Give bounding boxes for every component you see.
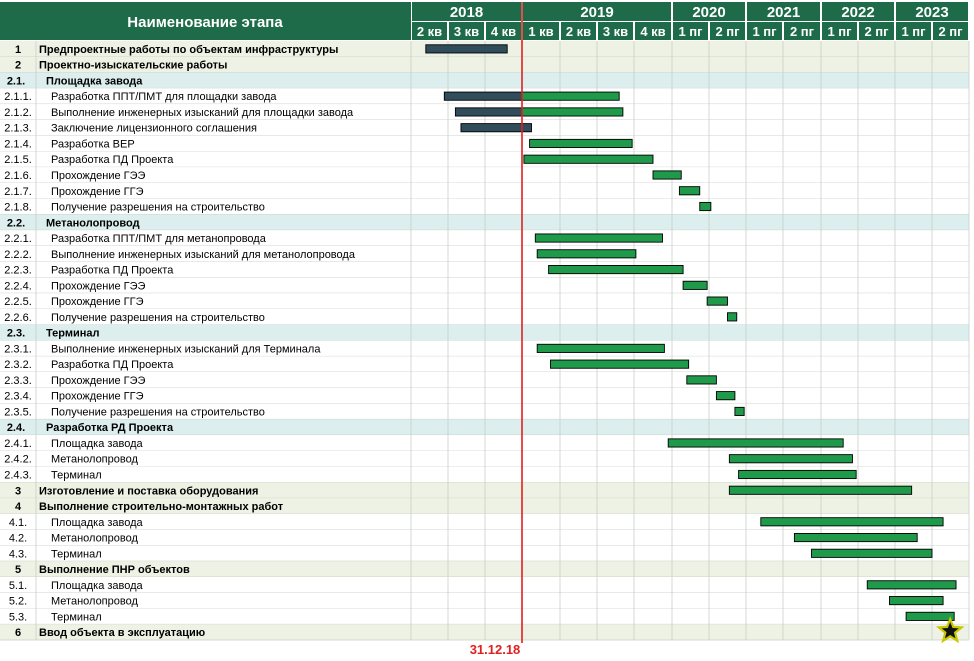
row-number: 2.4.3. xyxy=(4,469,32,482)
bar-planned xyxy=(812,549,933,557)
bar-planned xyxy=(906,612,954,620)
row-number: 2.4.1. xyxy=(4,437,32,450)
row-number: 2.3.3. xyxy=(4,374,32,387)
row-number: 1 xyxy=(14,43,22,56)
table-row xyxy=(0,293,969,309)
row-label: Прохождение ГЭЭ xyxy=(51,280,146,293)
row-number: 4 xyxy=(14,501,22,514)
row-number: 2.2.2. xyxy=(4,248,32,261)
gantt-header xyxy=(0,2,968,40)
row-number: 5.3. xyxy=(8,611,28,624)
row-number: 2.3.2. xyxy=(4,359,32,372)
table-row xyxy=(0,214,969,230)
row-number: 2 xyxy=(14,59,22,72)
row-number: 5.1. xyxy=(8,579,28,592)
bar-planned xyxy=(716,392,735,400)
row-label: Заключение лицензионного соглашения xyxy=(51,122,257,135)
period-label: 2 пг xyxy=(864,24,889,39)
row-label: Выполнение строительно-монтажных работ xyxy=(39,501,284,514)
row-number: 2.4. xyxy=(6,422,26,435)
bar-planned xyxy=(679,187,699,195)
bar-planned xyxy=(739,470,857,478)
table-row xyxy=(0,388,969,404)
row-number: 4.1. xyxy=(8,516,28,529)
period-label: 2 кв xyxy=(565,24,592,39)
row-number: 2.1.4. xyxy=(4,138,32,151)
period-label: 1 пг xyxy=(678,24,703,39)
row-number: 3 xyxy=(14,485,22,498)
bar-planned xyxy=(794,533,917,541)
bar-planned xyxy=(735,407,744,415)
row-label: Получение разрешения на строительство xyxy=(51,201,265,214)
period-label: 4 кв xyxy=(490,24,517,39)
period-label: 1 пг xyxy=(901,24,926,39)
bar-planned xyxy=(549,265,684,273)
bar-planned xyxy=(728,313,737,321)
period-label: 2 пг xyxy=(938,24,963,39)
bar-planned xyxy=(707,297,727,305)
row-label: Получение разрешения на строительство xyxy=(51,311,265,324)
table-row xyxy=(0,593,969,609)
year-label: 2019 xyxy=(580,4,614,21)
row-number: 2.1.5. xyxy=(4,154,32,167)
row-number: 2.1.7. xyxy=(4,185,32,198)
row-label: Проектно-изыскательские работы xyxy=(39,59,228,72)
row-number: 5.2. xyxy=(8,595,28,608)
row-number: 2.2. xyxy=(6,217,26,230)
table-row xyxy=(0,325,969,341)
table-row xyxy=(0,73,969,89)
row-label: Прохождение ГГЭ xyxy=(51,296,144,309)
year-label: 2018 xyxy=(449,4,484,21)
year-label: 2020 xyxy=(692,4,726,21)
row-label: Площадка завода xyxy=(51,579,143,592)
row-label: Разработка ВЕР xyxy=(51,138,135,151)
bar-planned xyxy=(535,234,662,242)
bar-planned xyxy=(522,108,623,116)
row-number: 2.3.1. xyxy=(4,343,32,356)
year-label: 2022 xyxy=(841,4,875,21)
period-label: 3 кв xyxy=(453,24,480,39)
row-number: 2.2.6. xyxy=(4,311,32,324)
bar-planned xyxy=(700,202,711,210)
bar-planned xyxy=(653,171,681,179)
row-number: 2.2.3. xyxy=(4,264,32,277)
row-label: Терминал xyxy=(46,327,100,340)
row-label: Прохождение ГЭЭ xyxy=(51,169,146,182)
row-label: Терминал xyxy=(51,548,102,561)
bar-planned xyxy=(524,155,653,163)
row-label: Метанолопровод xyxy=(51,453,138,466)
row-number: 2.2.5. xyxy=(4,296,32,309)
header-title: Наименование этапа xyxy=(127,14,283,31)
row-number: 2.4.2. xyxy=(4,453,32,466)
row-label: Прохождение ГЭЭ xyxy=(51,374,146,387)
bar-planned xyxy=(537,344,664,352)
bar-planned xyxy=(668,439,843,447)
row-label: Терминал xyxy=(51,469,102,482)
row-label: Разработка ПД Проекта xyxy=(51,264,174,277)
row-label: Получение разрешения на строительство xyxy=(51,406,265,419)
row-label: Площадка завода xyxy=(51,437,143,450)
bar-planned xyxy=(683,281,707,289)
row-number: 2.1.8. xyxy=(4,201,32,214)
row-label: Выполнение инженерных изысканий для метанолопровода xyxy=(51,248,355,261)
period-label: 2 пг xyxy=(715,24,740,39)
row-label: Метанолопровод xyxy=(51,595,138,608)
row-label: Разработка ППТ/ПМТ для площадки завода xyxy=(51,91,277,104)
bar-planned xyxy=(687,376,717,384)
table-row xyxy=(0,608,969,624)
table-row xyxy=(0,136,969,152)
period-label: 2 кв xyxy=(416,24,443,39)
row-label: Разработка РД Проекта xyxy=(46,422,174,435)
row-label: Предпроектные работы по объектам инфраструктуры xyxy=(39,43,339,56)
row-label: Выполнение ПНР объектов xyxy=(39,564,190,577)
row-label: Выполнение инженерных изысканий для площадки завода xyxy=(51,106,354,119)
row-number: 4.2. xyxy=(8,532,28,545)
period-label: 3 кв xyxy=(602,24,629,39)
bar-planned xyxy=(551,360,689,368)
period-label: 2 пг xyxy=(789,24,815,39)
row-number: 2.1.3. xyxy=(4,122,32,135)
bar-completed xyxy=(444,92,522,100)
row-label: Разработка ПД Проекта xyxy=(51,359,174,372)
row-number: 4.3. xyxy=(8,548,28,561)
bar-planned xyxy=(729,486,911,494)
row-label: Разработка ПД Проекта xyxy=(51,154,174,167)
row-number: 2.3.4. xyxy=(4,390,32,403)
row-label: Изготовление и поставка оборудования xyxy=(39,485,259,498)
bar-planned xyxy=(530,139,633,147)
row-number: 2.1.6. xyxy=(4,169,32,182)
bar-planned xyxy=(522,92,619,100)
row-label: Терминал xyxy=(51,611,102,624)
row-label: Разработка ППТ/ПМТ для метанопровода xyxy=(51,233,266,246)
year-label: 2021 xyxy=(766,4,801,21)
table-row xyxy=(0,183,969,199)
row-number: 2.1. xyxy=(6,75,26,88)
row-number: 2.3.5. xyxy=(4,406,32,419)
row-number: 2.1.2. xyxy=(4,106,32,119)
bar-planned xyxy=(729,455,852,463)
row-label: Метанолопровод xyxy=(46,217,140,230)
period-label: 1 пг xyxy=(752,24,777,39)
bar-planned xyxy=(761,518,943,526)
row-number: 5 xyxy=(14,564,22,577)
row-label: Метанолопровод xyxy=(51,532,138,545)
row-label: Прохождение ГГЭ xyxy=(51,390,144,403)
row-number: 2.3. xyxy=(6,327,26,340)
bar-planned xyxy=(889,596,943,604)
bar-completed xyxy=(461,124,532,132)
row-label: Прохождение ГГЭ xyxy=(51,185,144,198)
period-label: 1 кв xyxy=(528,24,554,39)
today-label: 31.12.18 xyxy=(469,642,521,657)
period-label: 1 пг xyxy=(827,24,852,39)
row-label: Площадка завода xyxy=(46,75,143,88)
row-number: 2.2.4. xyxy=(4,280,32,293)
bar-planned xyxy=(867,581,956,589)
period-label: 4 кв xyxy=(640,24,666,39)
row-number: 6 xyxy=(14,627,22,640)
bar-completed xyxy=(426,45,507,53)
row-label: Площадка завода xyxy=(51,516,143,529)
bar-completed xyxy=(455,108,522,116)
row-label: Выполнение инженерных изысканий для Терминала xyxy=(51,343,321,356)
table-row xyxy=(0,577,969,593)
row-number: 2.2.1. xyxy=(4,233,32,246)
row-label: Ввод объекта в эксплуатацию xyxy=(39,627,206,640)
year-label: 2023 xyxy=(915,4,949,21)
bar-planned xyxy=(537,250,636,258)
row-number: 2.1.1. xyxy=(4,91,32,104)
